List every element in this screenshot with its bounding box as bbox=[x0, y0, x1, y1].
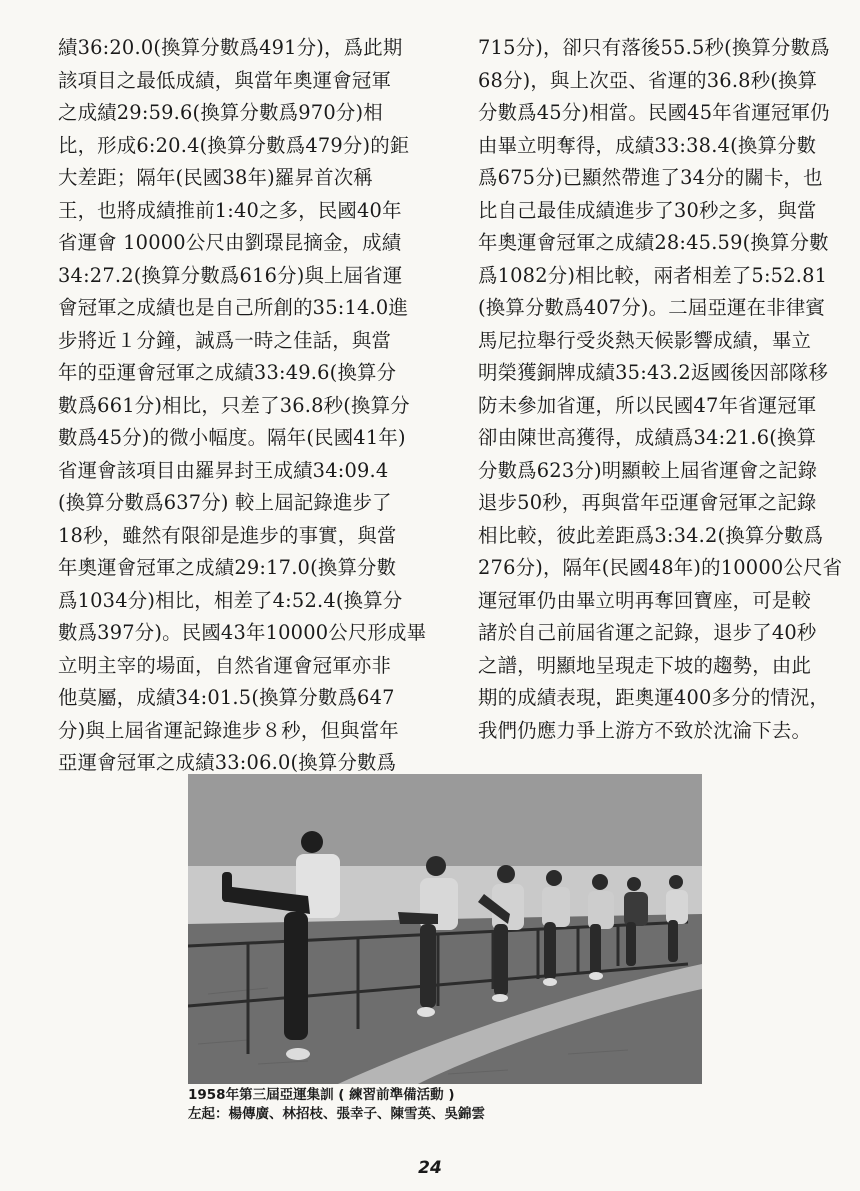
text-line: (換算分數爲637分) 較上屆記錄進步了 bbox=[58, 491, 392, 514]
text-line: 數爲397分)。民國43年10000公尺形成畢 bbox=[58, 621, 426, 644]
text-line: 比自己最佳成績進步了30秒之多，與當 bbox=[478, 198, 817, 222]
text-line: 省運會該項目由羅昇封王成績34:09.4 bbox=[58, 458, 389, 482]
text-line: 馬尼拉舉行受炎熱天候影響成績，畢立 bbox=[478, 328, 812, 352]
text-line: 防未參加省運，所以民國47年省運冠軍 bbox=[478, 393, 817, 417]
text-line: 之譜，明顯地呈現走下坡的趨勢，由此 bbox=[478, 653, 812, 677]
caption-title: 1958年第三屆亞運集訓 ( 練習前準備活動 ) bbox=[188, 1087, 455, 1103]
text-line: 他莫屬，成績34:01.5(換算分數爲647 bbox=[58, 686, 395, 709]
text-line: 爲1082分)相比較，兩者相差了5:52.81 bbox=[478, 263, 828, 287]
text-line: 大差距；隔年(民國38年)羅昇首次稱 bbox=[58, 166, 373, 189]
text-line: 退步50秒，再與當年亞運會冠軍之記錄 bbox=[478, 491, 817, 514]
text-line: 68分)，與上次亞、省運的36.8秒(換算 bbox=[478, 68, 818, 92]
text-line: 亞運會冠軍之成績33:06.0(換算分數爲 bbox=[58, 751, 397, 774]
text-line: 步將近１分鐘，誠爲一時之佳話，與當 bbox=[58, 328, 392, 352]
caption-names: 左起：楊傳廣、林招枝、張幸子、陳雪英、吳錦雲 bbox=[188, 1106, 485, 1122]
text-line: 年的亞運會冠軍之成績33:49.6(換算分 bbox=[58, 361, 397, 384]
text-line: 比，形成6:20.4(換算分數爲479分)的鉅 bbox=[58, 133, 410, 157]
text-line: 績36:20.0(換算分數爲491分)，爲此期 bbox=[58, 36, 403, 59]
training-photo bbox=[188, 774, 702, 1084]
text-line: 分數爲45分)相當。民國45年省運冠軍仍 bbox=[478, 101, 830, 124]
text-line: 運冠軍仍由畢立明再奪回寶座，可是較 bbox=[478, 588, 812, 612]
text-line: 年奧運會冠軍之成績29:17.0(換算分數 bbox=[58, 556, 397, 579]
text-line: 爲1034分)相比，相差了4:52.4(換算分 bbox=[58, 588, 403, 612]
text-line: 由畢立明奪得，成績33:38.4(換算分數 bbox=[478, 133, 817, 157]
text-line: 該項目之最低成績，與當年奧運會冠軍 bbox=[58, 68, 392, 92]
text-line: 18秒，雖然有限卻是進步的事實，與當 bbox=[58, 523, 397, 547]
text-line: 相比較，彼此差距爲3:34.2(換算分數爲 bbox=[478, 523, 824, 547]
text-line: 諸於自己前屆省運之記錄，退步了40秒 bbox=[478, 621, 817, 644]
text-line: 分)與上屆省運記錄進步８秒，但與當年 bbox=[58, 718, 399, 742]
text-line: 34:27.2(換算分數爲616分)與上屆省運 bbox=[58, 263, 403, 287]
text-line: 715分)，卻只有落後55.5秒(換算分數爲 bbox=[478, 36, 830, 59]
text-line: 王，也將成績推前1:40之多，民國40年 bbox=[58, 198, 402, 222]
text-line: 爲675分)已顯然帶進了34分的關卡，也 bbox=[478, 166, 823, 189]
text-line: 之成績29:59.6(換算分數爲970分)相 bbox=[58, 101, 383, 124]
article-right-column bbox=[478, 32, 846, 747]
text-line: (換算分數爲407分)。二屆亞運在非律賓 bbox=[478, 296, 825, 319]
article-left-column bbox=[58, 32, 426, 780]
text-line: 期的成績表現，距奧運400多分的情況， bbox=[478, 686, 830, 709]
text-line: 省運會 10000公尺由劉璟昆摘金，成績 bbox=[58, 231, 402, 254]
photo-caption bbox=[188, 1086, 485, 1124]
text-line: 會冠軍之成績也是自己所創的35:14.0進 bbox=[58, 296, 409, 319]
text-line: 年奧運會冠軍之成績28:45.59(換算分數 bbox=[478, 231, 829, 254]
text-line: 我們仍應力爭上游方不致於沈淪下去。 bbox=[478, 718, 812, 742]
text-line: 數爲661分)相比，只差了36.8秒(換算分 bbox=[58, 393, 410, 417]
text-line: 立明主宰的場面，自然省運會冠軍亦非 bbox=[58, 653, 392, 677]
text-line: 明榮獲銅牌成績35:43.2返國後因部隊移 bbox=[478, 361, 829, 384]
text-line: 分數爲623分)明顯較上屆省運會之記錄 bbox=[478, 458, 818, 482]
text-line: 數爲45分)的微小幅度。隔年(民國41年) bbox=[58, 426, 406, 449]
page-number: 24 bbox=[418, 1158, 442, 1178]
text-line: 276分)，隔年(民國48年)的10000公尺省 bbox=[478, 556, 843, 579]
text-line: 卻由陳世高獲得，成績爲34:21.6(換算 bbox=[478, 426, 817, 449]
